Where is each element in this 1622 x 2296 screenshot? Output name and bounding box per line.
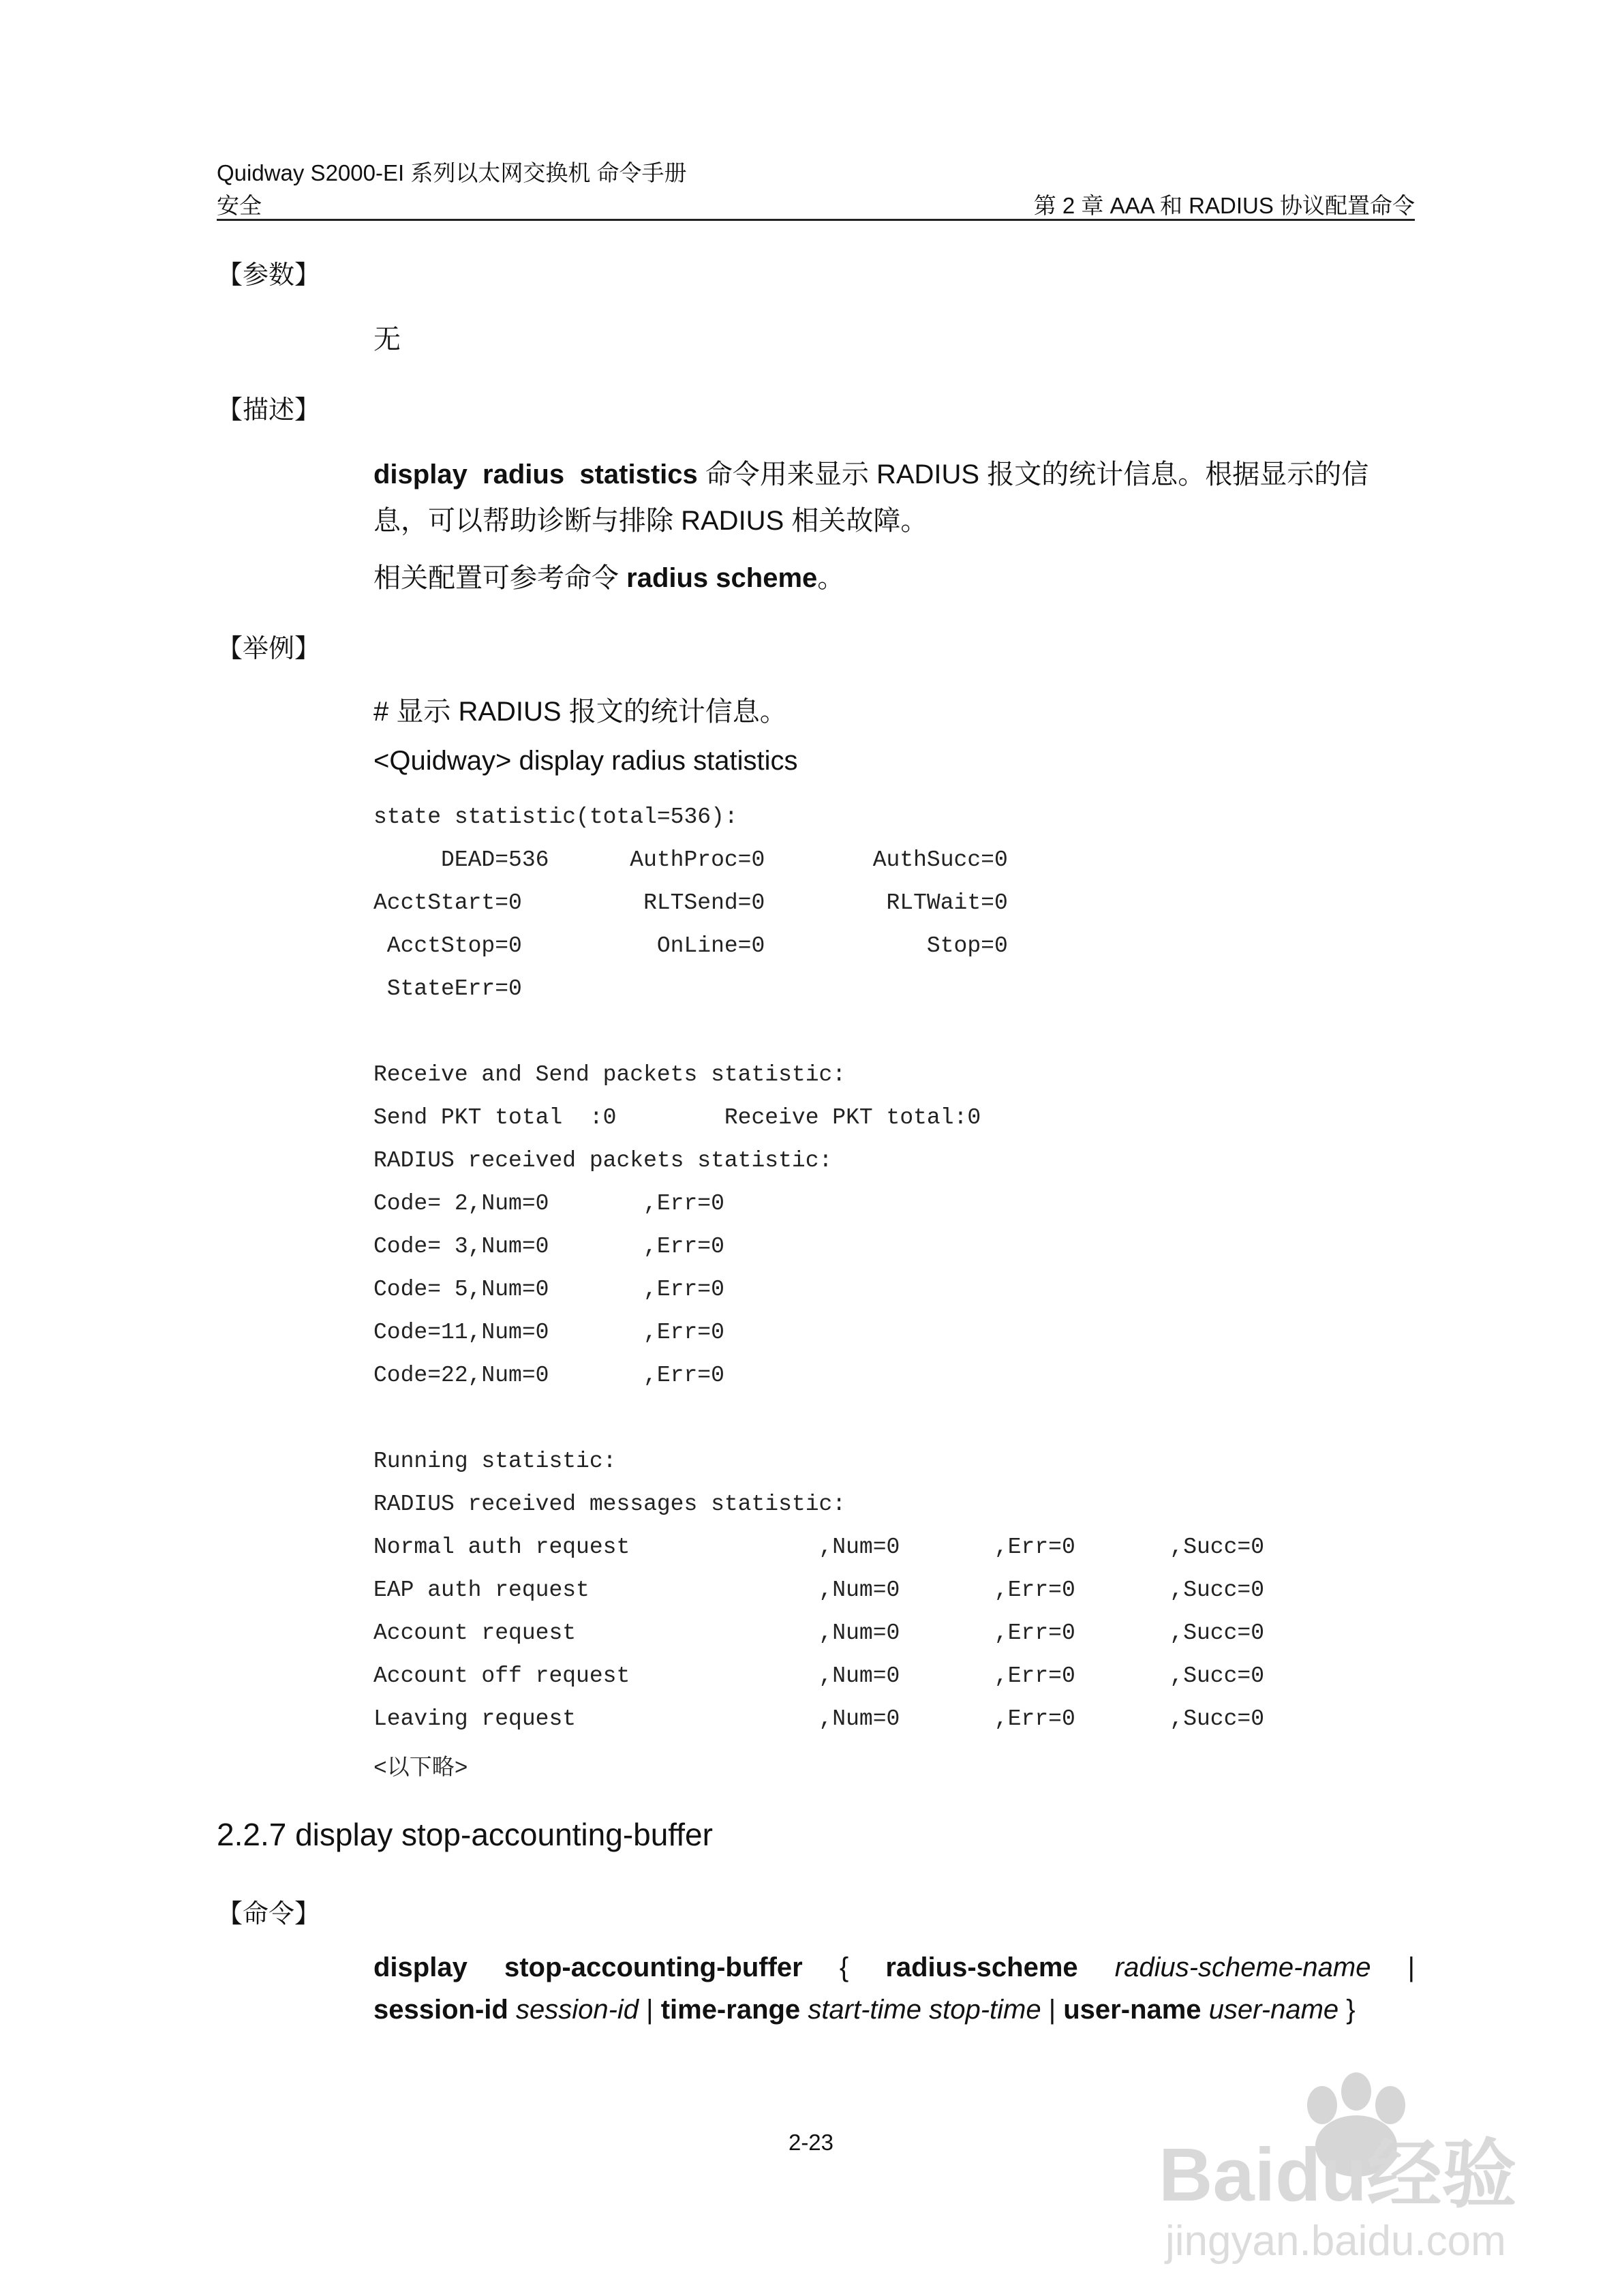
syntax-brace-open: {	[839, 1952, 849, 1982]
header-chapter: 第 2 章 AAA 和 RADIUS 协议配置命令	[1033, 193, 1415, 218]
syntax-line-1	[373, 1952, 1415, 1983]
related-paragraph	[373, 556, 844, 595]
syntax-arg-user-name: user-name	[1208, 1995, 1339, 2025]
syntax-separator: |	[1407, 1952, 1415, 1982]
syntax-separator: |	[1048, 1995, 1056, 2025]
output-line: <以下略>	[373, 1756, 468, 1781]
output-line: Code=22,Num=0 ,Err=0	[373, 1363, 724, 1388]
syntax-keyword-radius-scheme: radius-scheme	[885, 1952, 1078, 1982]
example-label: 【举例】	[217, 635, 321, 663]
syntax-brace-close: }	[1346, 1995, 1356, 2025]
output-line: state statistic(total=536):	[373, 804, 738, 830]
desc-paragraph-line1	[373, 453, 1415, 492]
params-label: 【参数】	[217, 261, 321, 290]
output-line: DEAD=536 AuthProc=0 AuthSucc=0	[373, 847, 1008, 873]
related-prefix: 相关配置可参考命令	[373, 563, 627, 593]
command-label: 【命令】	[217, 1900, 321, 1929]
header-rule	[217, 219, 1415, 221]
syntax-separator: |	[646, 1995, 654, 2025]
related-command: radius scheme	[626, 563, 818, 593]
output-line: RADIUS received messages statistic:	[373, 1492, 846, 1517]
syntax-keyword-session-id: session-id	[373, 1995, 508, 2025]
related-suffix: 。	[817, 563, 845, 593]
syntax-keyword-time-range: time-range	[660, 1995, 801, 2025]
params-value: 无	[373, 324, 401, 354]
header-manual-title: Quidway S2000-EI 系列以太网交换机 命令手册	[217, 160, 687, 185]
output-line: Send PKT total :0 Receive PKT total:0	[373, 1105, 981, 1130]
desc-paragraph-line2: 息，可以帮助诊断与排除 RADIUS 相关故障。	[373, 506, 928, 536]
watermark-url: jingyan.baidu.com	[1165, 2218, 1506, 2265]
output-line: Code=11,Num=0 ,Err=0	[373, 1320, 724, 1345]
page-number: 2-23	[788, 2130, 834, 2155]
section-heading: 2.2.7 display stop-accounting-buffer	[217, 1817, 713, 1852]
output-line: AcctStop=0 OnLine=0 Stop=0	[373, 933, 1008, 958]
baidu-jingyan-watermark	[1152, 2064, 1540, 2269]
output-line: Account request ,Num=0 ,Err=0 ,Succ=0	[373, 1620, 1265, 1646]
syntax-arg-time-range: start-time stop-time	[808, 1995, 1041, 2025]
output-line: RADIUS received packets statistic:	[373, 1148, 833, 1173]
desc-text-1: 命令用来显示 RADIUS 报文的统计信息。根据显示的信	[697, 459, 1369, 489]
header-section: 安全	[217, 193, 262, 218]
output-line: AcctStart=0 RLTSend=0 RLTWait=0	[373, 890, 1008, 916]
desc-label: 【描述】	[217, 396, 321, 425]
syntax-keyword-display: display	[373, 1952, 468, 1982]
watermark-brand: Baidu经验	[1159, 2133, 1517, 2217]
output-line: StateErr=0	[373, 976, 522, 1001]
output-line: Code= 3,Num=0 ,Err=0	[373, 1234, 724, 1259]
output-line: Code= 5,Num=0 ,Err=0	[373, 1277, 724, 1302]
syntax-arg-session-id: session-id	[515, 1995, 639, 2025]
example-comment: # 显示 RADIUS 报文的统计信息。	[373, 697, 787, 727]
syntax-arg-radius-scheme-name: radius-scheme-name	[1114, 1952, 1371, 1982]
syntax-line-2	[373, 1995, 1415, 2025]
output-line: Running statistic:	[373, 1449, 617, 1474]
desc-command: display radius statistics	[373, 459, 698, 489]
syntax-keyword-stop-accounting-buffer: stop-accounting-buffer	[504, 1952, 803, 1982]
output-line: Leaving request ,Num=0 ,Err=0 ,Succ=0	[373, 1706, 1265, 1732]
output-line: EAP auth request ,Num=0 ,Err=0 ,Succ=0	[373, 1577, 1265, 1603]
output-line: Code= 2,Num=0 ,Err=0	[373, 1191, 724, 1216]
output-line: Normal auth request ,Num=0 ,Err=0 ,Succ=0	[373, 1535, 1265, 1560]
output-line: Receive and Send packets statistic:	[373, 1062, 846, 1087]
example-prompt: <Quidway> display radius statistics	[373, 746, 798, 776]
syntax-keyword-user-name: user-name	[1063, 1995, 1202, 2025]
output-line: Account off request ,Num=0 ,Err=0 ,Succ=0	[373, 1663, 1265, 1689]
